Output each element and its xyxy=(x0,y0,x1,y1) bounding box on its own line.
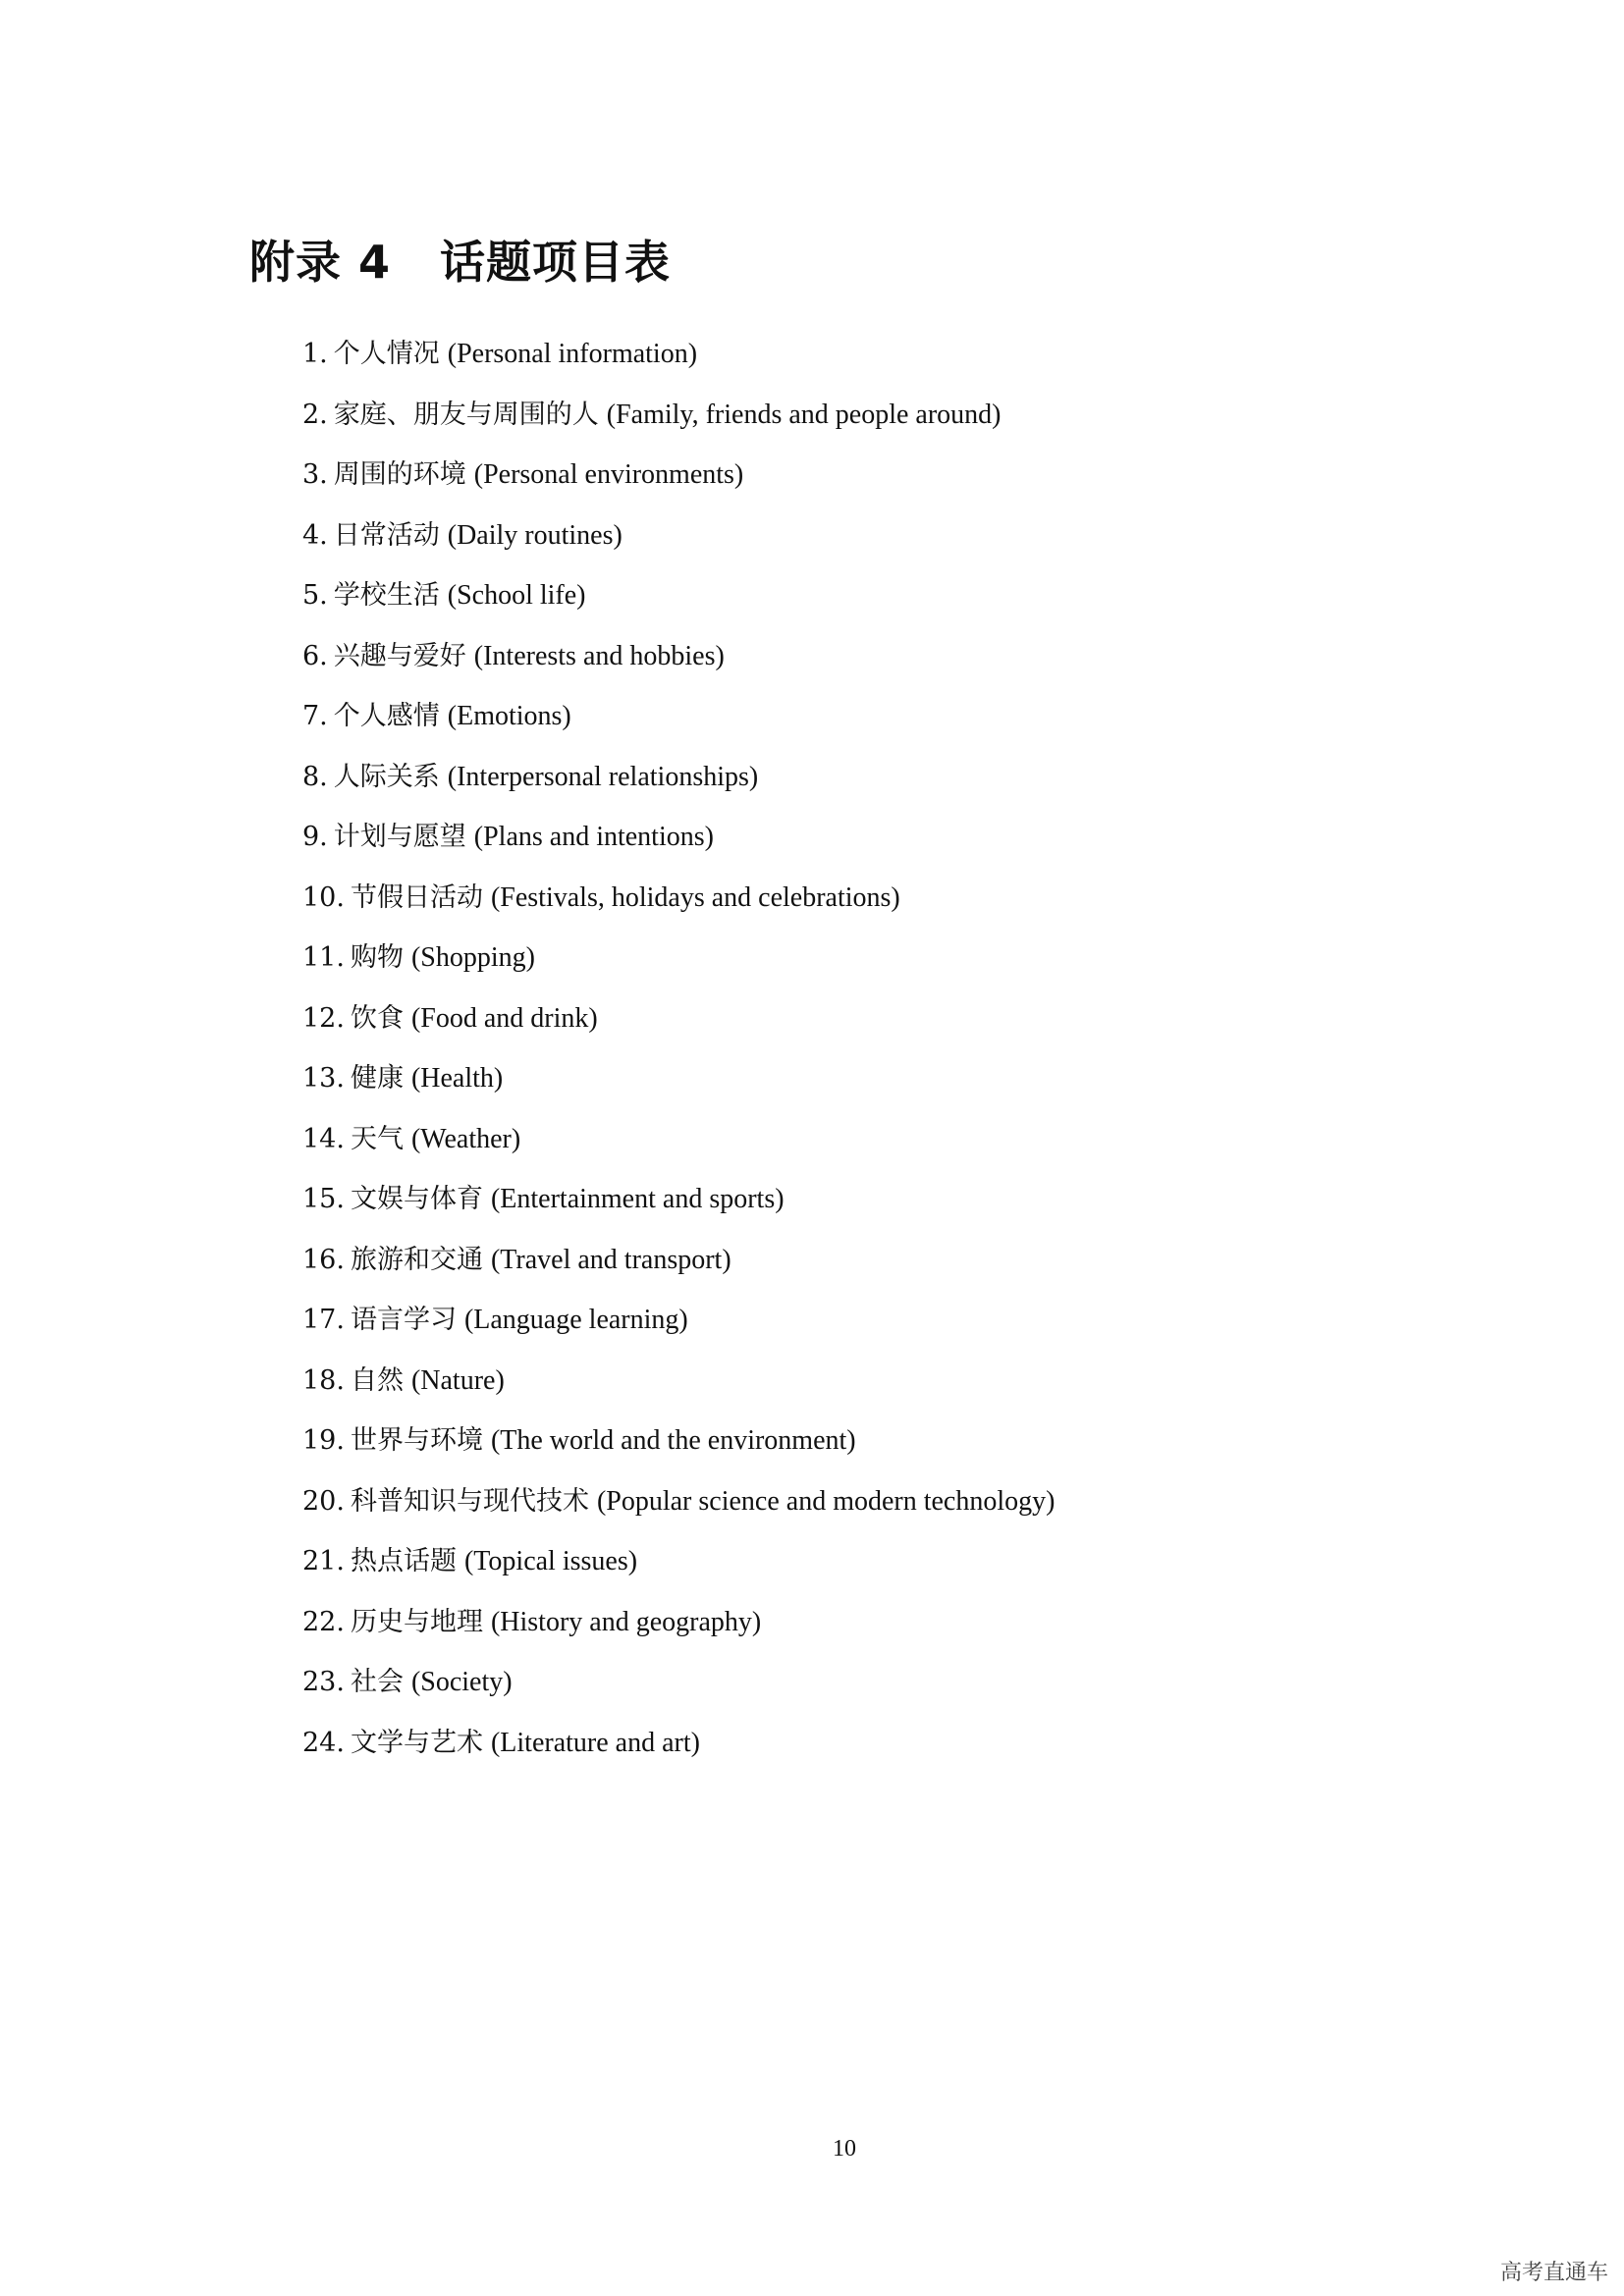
topic-zh: 健康 xyxy=(350,1063,404,1094)
topic-en: (Personal environments) xyxy=(473,459,744,490)
topic-item xyxy=(302,1723,1055,1784)
topic-zh: 世界与环境 xyxy=(350,1425,483,1456)
topic-item xyxy=(302,1662,1055,1723)
heading-text: 话题项目表 xyxy=(440,235,672,289)
topic-en: (Family, friends and people around) xyxy=(606,399,1001,430)
topic-item xyxy=(302,1361,1055,1421)
appendix-label: 附录 4 xyxy=(249,235,392,289)
topic-zh: 周围的环境 xyxy=(333,459,466,490)
topic-number: 5. xyxy=(302,580,328,611)
topic-en: (Personal information) xyxy=(447,339,698,369)
topic-en: (Emotions) xyxy=(447,701,571,731)
topic-number: 15. xyxy=(302,1184,345,1214)
topic-number: 18. xyxy=(302,1364,345,1396)
topic-item xyxy=(302,757,1055,818)
topic-number: 13. xyxy=(302,1063,345,1094)
topic-item xyxy=(302,817,1055,878)
topic-zh: 个人感情 xyxy=(333,701,440,731)
topic-list xyxy=(302,334,1055,1783)
topic-en: (Popular science and modern technology) xyxy=(596,1485,1056,1517)
topic-item xyxy=(302,395,1055,455)
topic-zh: 社会 xyxy=(350,1667,404,1697)
topic-en: (Health) xyxy=(410,1063,504,1094)
topic-number: 2. xyxy=(302,399,328,430)
topic-item xyxy=(302,937,1055,998)
topic-item xyxy=(302,998,1055,1059)
topic-number: 11. xyxy=(302,942,345,973)
topic-number: 3. xyxy=(302,459,328,490)
topic-item xyxy=(302,878,1055,938)
topic-number: 14. xyxy=(302,1123,345,1154)
topic-zh: 兴趣与爱好 xyxy=(333,640,466,671)
topic-en: (Society) xyxy=(410,1667,513,1697)
topic-item xyxy=(302,1240,1055,1301)
topic-item xyxy=(302,1481,1055,1542)
topic-en: (Topical issues) xyxy=(463,1546,638,1576)
topic-en: (Interpersonal relationships) xyxy=(447,761,759,792)
topic-item xyxy=(302,1420,1055,1481)
topic-zh: 热点话题 xyxy=(350,1546,457,1576)
topic-en: (Shopping) xyxy=(410,942,535,973)
topic-item xyxy=(302,334,1055,395)
topic-zh: 文学与艺术 xyxy=(350,1727,483,1758)
topic-en: (The world and the environment) xyxy=(490,1425,856,1456)
topic-number: 12. xyxy=(302,1002,345,1034)
topic-number: 4. xyxy=(302,519,328,551)
topic-en: (Interests and hobbies) xyxy=(473,640,725,671)
topic-zh: 历史与地理 xyxy=(350,1606,483,1637)
topic-en: (Daily routines) xyxy=(447,519,623,551)
topic-item xyxy=(302,1058,1055,1119)
topic-zh: 购物 xyxy=(350,942,404,973)
topic-item xyxy=(302,1541,1055,1602)
topic-en: (History and geography) xyxy=(490,1606,762,1637)
topic-number: 21. xyxy=(302,1546,345,1576)
topic-en: (Travel and transport) xyxy=(490,1244,731,1275)
page-number: 10 xyxy=(833,2136,856,2162)
topic-en: (Food and drink) xyxy=(410,1002,598,1034)
topic-item xyxy=(302,515,1055,576)
topic-zh: 旅游和交通 xyxy=(350,1244,483,1275)
topic-en: (Nature) xyxy=(410,1364,505,1396)
topic-en: (Plans and intentions) xyxy=(473,822,714,852)
topic-item xyxy=(302,696,1055,757)
topic-number: 22. xyxy=(302,1606,345,1637)
topic-zh: 个人情况 xyxy=(333,339,440,369)
topic-zh: 科普知识与现代技术 xyxy=(350,1485,589,1517)
topic-en: (Language learning) xyxy=(463,1305,688,1335)
topic-number: 6. xyxy=(302,640,328,671)
topic-item xyxy=(302,575,1055,636)
topic-en: (Literature and art) xyxy=(490,1727,700,1758)
topic-number: 19. xyxy=(302,1425,345,1456)
topic-zh: 节假日活动 xyxy=(350,881,483,913)
topic-number: 20. xyxy=(302,1485,345,1517)
topic-zh: 计划与愿望 xyxy=(333,822,466,852)
topic-item xyxy=(302,454,1055,515)
topic-en: (Entertainment and sports) xyxy=(490,1184,785,1214)
topic-number: 9. xyxy=(302,822,328,852)
topic-zh: 自然 xyxy=(350,1364,404,1396)
topic-item xyxy=(302,1119,1055,1180)
page-title xyxy=(249,227,671,292)
topic-number: 1. xyxy=(302,339,328,369)
topic-number: 17. xyxy=(302,1305,345,1335)
topic-number: 23. xyxy=(302,1667,345,1697)
topic-item xyxy=(302,1602,1055,1663)
topic-item xyxy=(302,1179,1055,1240)
topic-en: (Festivals, holidays and celebrations) xyxy=(490,881,900,913)
topic-number: 7. xyxy=(302,701,328,731)
topic-zh: 天气 xyxy=(350,1123,404,1154)
topic-item xyxy=(302,636,1055,697)
topic-zh: 学校生活 xyxy=(333,580,440,611)
topic-zh: 语言学习 xyxy=(350,1305,457,1335)
topic-zh: 饮食 xyxy=(350,1002,404,1034)
topic-zh: 日常活动 xyxy=(333,519,440,551)
topic-zh: 文娱与体育 xyxy=(350,1184,483,1214)
topic-zh: 家庭、朋友与周围的人 xyxy=(333,399,599,430)
watermark-text: 高考直通车 xyxy=(1499,2261,1608,2285)
topic-number: 10. xyxy=(302,881,345,913)
topic-number: 8. xyxy=(302,761,328,792)
topic-number: 24. xyxy=(302,1727,345,1758)
topic-item xyxy=(302,1300,1055,1361)
topic-zh: 人际关系 xyxy=(333,761,440,792)
topic-en: (Weather) xyxy=(410,1123,521,1154)
topic-en: (School life) xyxy=(447,580,586,611)
topic-number: 16. xyxy=(302,1244,345,1275)
